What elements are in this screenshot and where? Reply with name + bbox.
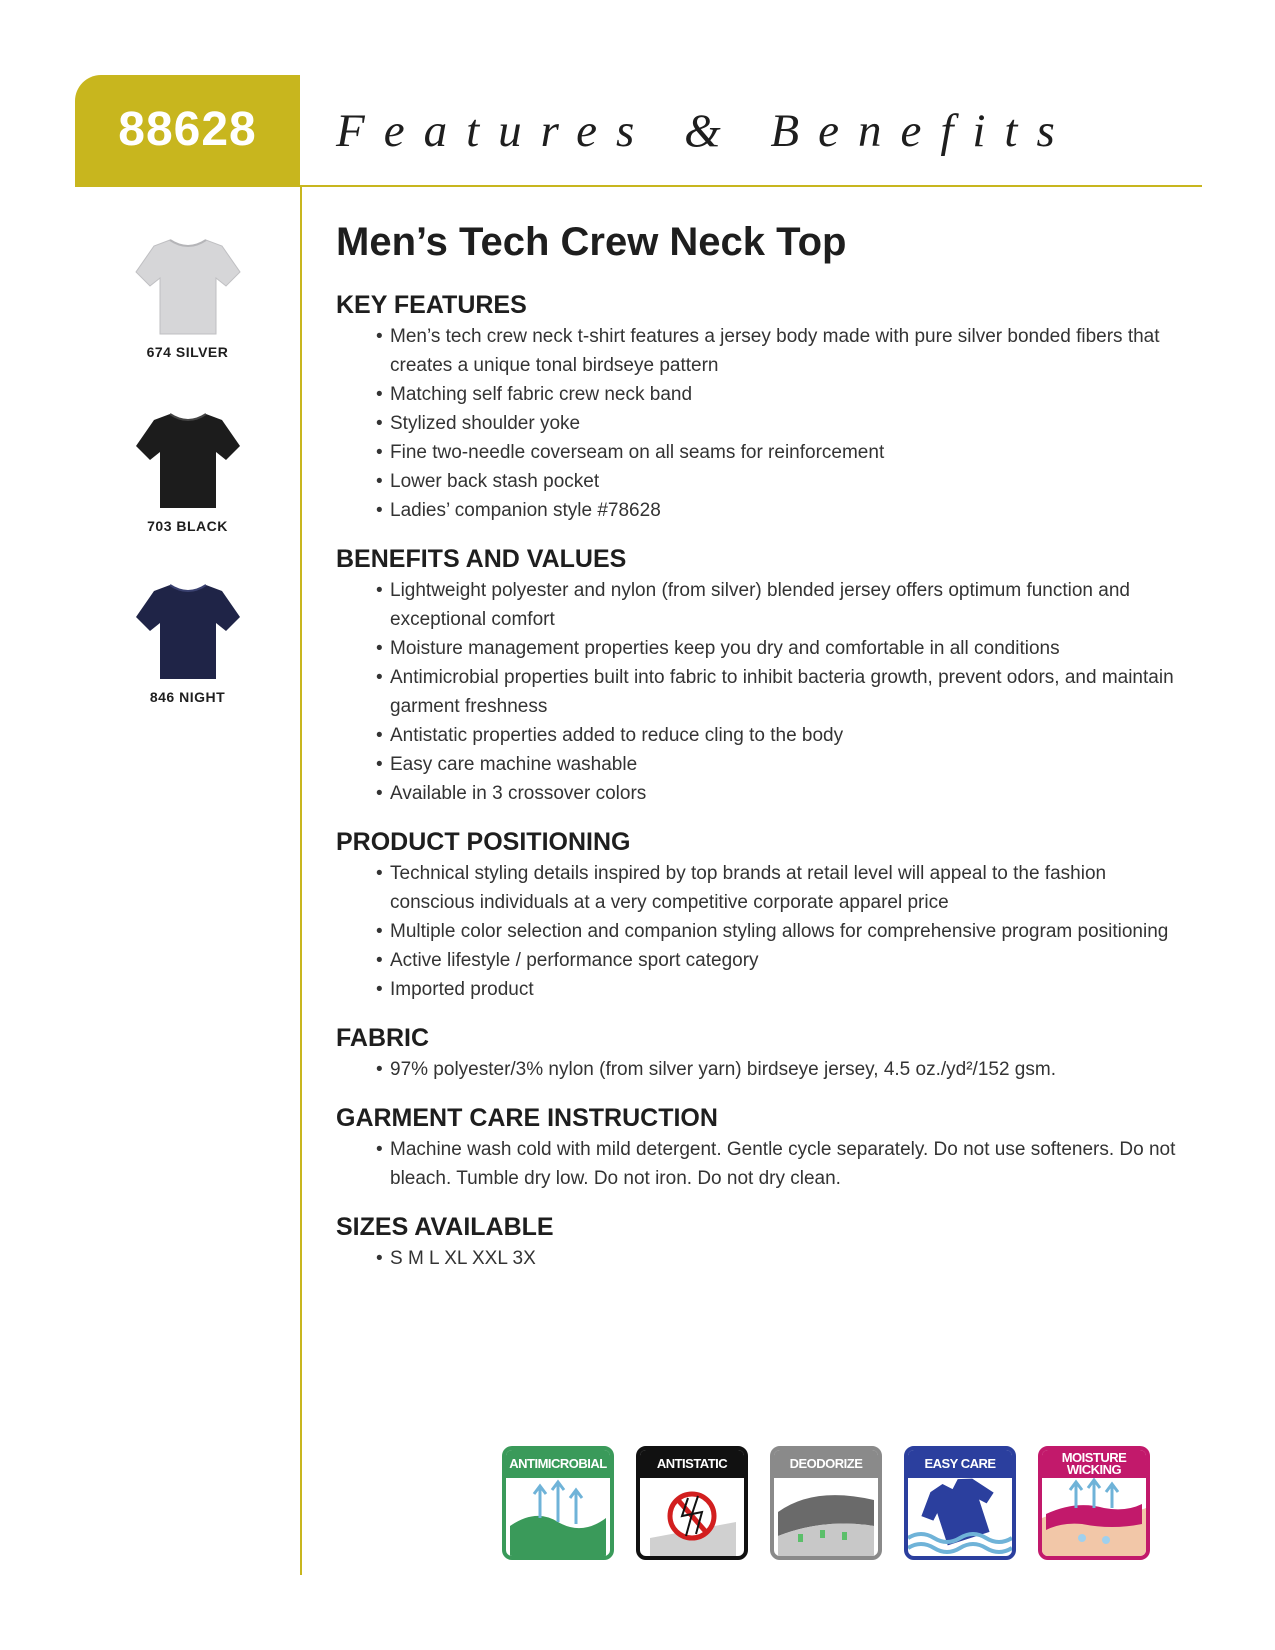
list-item: • Antimicrobial properties built into fabric to inhibit bacteria growth, prevent odors, and maintain garment freshness <box>376 663 1176 721</box>
night-tshirt-icon <box>132 573 244 685</box>
style-number-tab <box>75 75 300 187</box>
style-number: 88628 <box>118 103 257 156</box>
section-heading: BENEFITS AND VALUES <box>336 545 627 573</box>
list-item: • Men’s tech crew neck t-shirt features a jersey body made with pure silver bonded fibers that creates a unique tonal birdseye pattern <box>376 322 1176 380</box>
section-heading: PRODUCT POSITIONING <box>336 828 631 856</box>
product-title: Men’s Tech Crew Neck Top <box>336 220 847 264</box>
badge-deodorize <box>770 1446 882 1560</box>
section-garment-care <box>336 1104 1176 1193</box>
list-item: • Technical styling details inspired by top brands at retail level will appeal to the fashion conscious individuals at a very competitive corporate apparel price <box>376 859 1176 917</box>
feature-badges <box>502 1446 1162 1566</box>
header-divider <box>300 185 1202 187</box>
bullet-list <box>336 576 1176 808</box>
section-sizes-available <box>336 1213 1176 1273</box>
list-item: • Lower back stash pocket <box>376 467 1176 496</box>
badge-label: MOISTURE WICKING <box>1042 1450 1146 1478</box>
list-item: • Easy care machine washable <box>376 750 1176 779</box>
list-item: • Ladies’ companion style #78628 <box>376 496 1176 525</box>
badge-antimicrobial <box>502 1446 614 1560</box>
list-item: • 97% polyester/3% nylon (from silver yarn) birdseye jersey, 4.5 oz./yd²/152 gsm. <box>376 1055 1176 1084</box>
badge-label: DEODORIZE <box>774 1450 878 1478</box>
silver-tshirt-icon <box>132 228 244 340</box>
page-title: Features & Benefits <box>336 105 1074 157</box>
section-product-positioning <box>336 828 1176 1004</box>
antimicrobial-icon <box>506 1478 610 1556</box>
badge-label: ANTIMICROBIAL <box>506 1450 610 1478</box>
section-benefits-and-values <box>336 545 1176 808</box>
list-item: • Imported product <box>376 975 1176 1004</box>
list-item: • Moisture management properties keep you dry and comfortable in all conditions <box>376 634 1176 663</box>
antistatic-icon <box>640 1478 744 1556</box>
badge-easy-care <box>904 1446 1016 1560</box>
list-item: • Fine two-needle coverseam on all seams for reinforcement <box>376 438 1176 467</box>
deodorize-icon <box>774 1478 878 1556</box>
swatch-silver <box>120 228 255 360</box>
section-fabric <box>336 1024 1176 1084</box>
swatch-black <box>120 402 255 534</box>
list-item: • S M L XL XXL 3X <box>376 1244 1176 1273</box>
section-heading: SIZES AVAILABLE <box>336 1213 554 1241</box>
swatch-label: 703 BLACK <box>147 518 228 534</box>
list-item: • Machine wash cold with mild detergent. Gentle cycle separately. Do not use softeners. Do not bleach. Tumble dry low. Do not iron. Do not dry clean. <box>376 1135 1176 1193</box>
list-item: • Multiple color selection and companion styling allows for comprehensive program positioning <box>376 917 1176 946</box>
bullet-list <box>336 1055 1176 1084</box>
black-tshirt-icon <box>132 402 244 514</box>
bullet-list <box>336 1135 1176 1193</box>
badge-antistatic <box>636 1446 748 1560</box>
section-heading: FABRIC <box>336 1024 430 1052</box>
badge-label: ANTISTATIC <box>640 1450 744 1478</box>
section-heading: KEY FEATURES <box>336 291 527 319</box>
section-key-features <box>336 291 1176 525</box>
swatch-night <box>120 573 255 705</box>
bullet-list <box>336 859 1176 1004</box>
badge-label: EASY CARE <box>908 1450 1012 1478</box>
list-item: • Stylized shoulder yoke <box>376 409 1176 438</box>
list-item: • Available in 3 crossover colors <box>376 779 1176 808</box>
moisture-wicking-icon <box>1042 1478 1146 1556</box>
list-item: • Matching self fabric crew neck band <box>376 380 1176 409</box>
bullet-list <box>336 1244 1176 1273</box>
sidebar-divider <box>300 185 302 1575</box>
bullet-list <box>336 322 1176 525</box>
swatch-label: 674 SILVER <box>146 344 229 360</box>
list-item: • Lightweight polyester and nylon (from silver) blended jersey offers optimum function and exceptional comfort <box>376 576 1176 634</box>
badge-moisture-wicking <box>1038 1446 1150 1560</box>
main-content <box>336 212 1176 1293</box>
list-item: • Active lifestyle / performance sport category <box>376 946 1176 975</box>
section-heading: GARMENT CARE INSTRUCTION <box>336 1104 718 1132</box>
easy-care-icon <box>908 1478 1012 1556</box>
swatch-label: 846 NIGHT <box>149 689 226 705</box>
list-item: • Antistatic properties added to reduce cling to the body <box>376 721 1176 750</box>
